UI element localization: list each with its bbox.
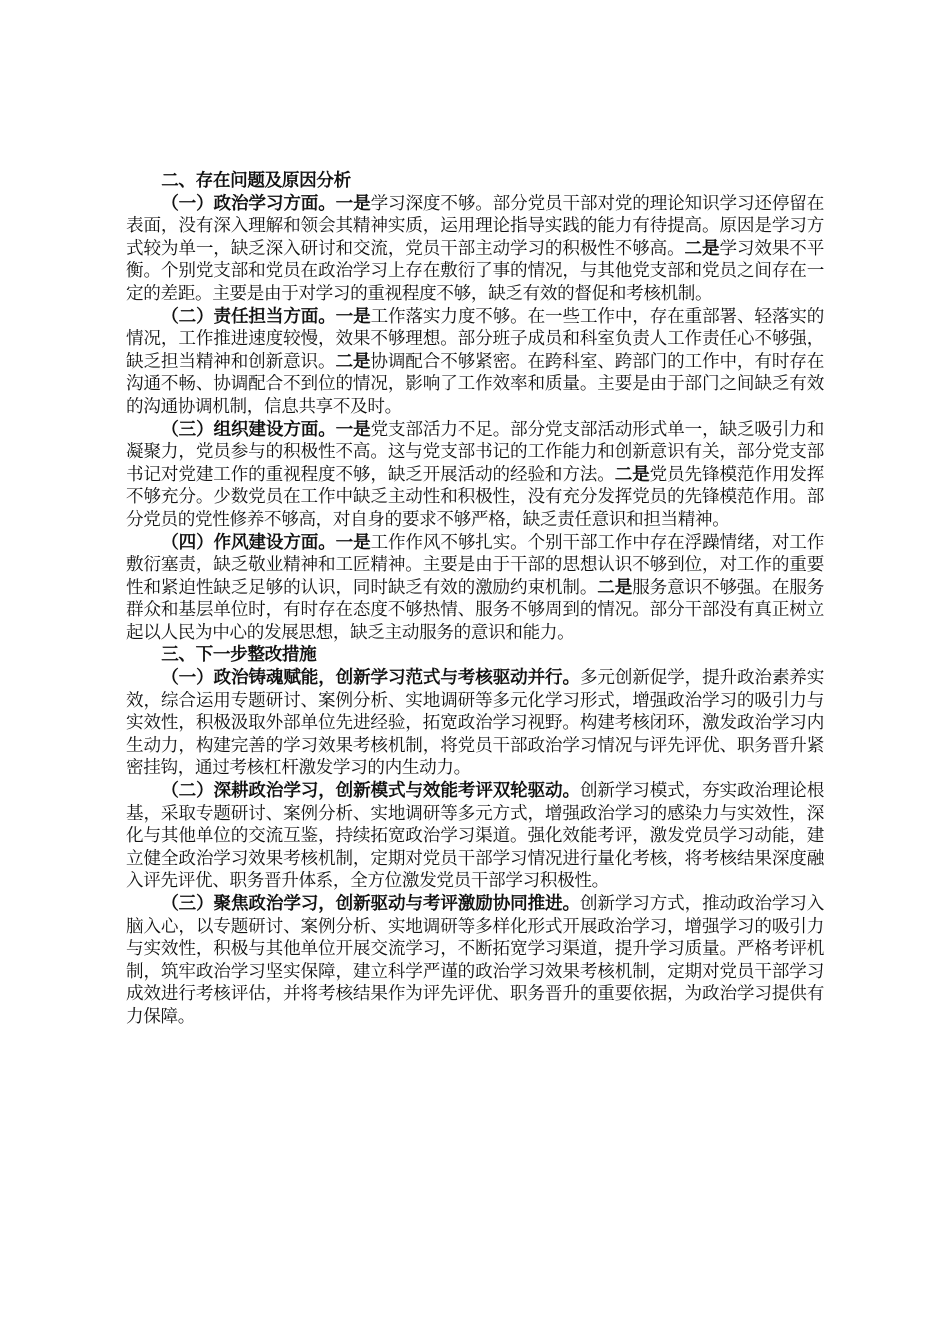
paragraph-text: 多元创新促学，提升政治素养实效，综合运用专题研讨、案例分析、实地调研等多元化学习形式，增强政治学习的吸引力与实效性，积极汲取外部单位先进经验，拓宽政治学习视野。构建考核闭环，激发政治学习内生动力，构建完善的学习效果考核机制，将党员干部政治学习情况与评先评优、职务晋升紧密挂钩，通过考核杠杆激发学习的内生动力。	[126, 668, 824, 779]
paragraph-text: 创新学习模式，夯实政治理论根基，采取专题研讨、案例分析、实地调研等多元方式，增强政治学习的感染力与实效性，深化与其他单位的交流互鉴，持续拓宽政治学习渠道。强化效能考评，激发党员学习动能，建立健全政治学习效果考核机制，定期对党员干部学习情况进行量化考核，将考核结果深度融入评先评优、职务晋升体系，全方位激发党员干部学习积极性。	[126, 781, 824, 892]
point-marker: 二是	[335, 350, 371, 372]
paragraph-work-style	[126, 532, 824, 645]
document-page	[126, 170, 824, 1029]
paragraph-lead: （四）作风建设方面。	[161, 531, 336, 553]
paragraph-text: 学习效果不平衡。个别党支部和党员在政治学习上存在敷衍了事的情况，与其他党支部和党员之间存在一定的差距。主要是由于对学习的重视程度不够，缺乏有效的督促和考核机制。	[126, 238, 824, 304]
point-marker: 一是	[335, 305, 371, 327]
paragraph-text: 党支部活力不足。部分党支部活动形式单一，缺乏吸引力和凝聚力，党员参与的积极性不高。这与党支部书记的工作能力和创新意识有关，部分党支部书记对党建工作的重视程度不够，缺乏开展活动的经验和方法。	[126, 419, 824, 485]
paragraph-text: 创新学习方式，推动政治学习入脑入心，以专题研讨、案例分析、实地调研等多样化形式开展政治学习，增强学习的吸引力与实效性，积极与其他单位开展交流学习，不断拓宽学习渠道，提升学习质量。严格考评机制，筑牢政治学习坚实保障，建立科学严谨的政治学习效果考核机制，定期对党员干部学习成效进行考核评估，并将考核结果作为评先评优、职务晋升的重要依据，为政治学习提供有力保障。	[126, 894, 824, 1027]
paragraph-measure-2	[126, 780, 824, 893]
paragraph-lead: （二）深耕政治学习，创新模式与效能考评双轮驱动。	[161, 780, 580, 802]
paragraph-measure-1	[126, 667, 824, 780]
point-marker: 二是	[614, 463, 650, 485]
point-marker: 一是	[335, 531, 371, 553]
paragraph-lead: （三）组织建设方面。	[161, 418, 336, 440]
paragraph-text: 工作落实力度不够。在一些工作中，存在重部署、轻落实的情况，工作推进速度较慢，效果不够理想。部分班子成员和科室负责人工作责任心不够强，缺乏担当精神和创新意识。	[126, 306, 824, 372]
paragraph-text: 工作作风不够扎实。个别干部工作中存在浮躁情绪，对工作敷衍塞责，缺乏敬业精神和工匠精神。主要是由于干部的思想认识不够到位，对工作的重要性和紧迫性缺乏足够的认识，同时缺乏有效的激励约束机制。	[126, 532, 824, 598]
paragraph-lead: （一）政治铸魂赋能，创新学习范式与考核驱动并行。	[161, 667, 580, 689]
paragraph-text: 学习深度不够。部分党员干部对党的理论知识学习还停留在表面，没有深入理解和领会其精神实质，运用理论指导实践的能力有待提高。原因是学习方式较为单一，缺乏深入研讨和交流，党员干部主动学习的积极性不够高。	[126, 193, 824, 259]
section-heading: 三、下一步整改措施	[161, 644, 317, 666]
point-marker: 二是	[597, 576, 633, 598]
paragraph-political-study	[126, 193, 824, 306]
point-marker: 一是	[335, 192, 371, 214]
section-heading: 二、存在问题及原因分析	[161, 170, 351, 191]
paragraph-lead: （二）责任担当方面。	[161, 305, 336, 327]
point-marker: 二是	[684, 237, 720, 259]
paragraph-lead: （三）聚焦政治学习，创新驱动与考评激励协同推进。	[161, 893, 580, 914]
paragraph-text: 协调配合不够紧密。在跨科室、跨部门的工作中，有时存在沟通不畅、协调配合不到位的情况，影响了工作效率和质量。主要是由于部门之间缺乏有效的沟通协调机制，信息共享不及时。	[126, 351, 824, 417]
point-marker: 一是	[335, 418, 371, 440]
paragraph-text: 服务意识不够强。在服务群众和基层单位时，有时存在态度不够热情、服务不够周到的情况。部分干部没有真正树立起以人民为中心的发展思想，缺乏主动服务的意识和能力。	[126, 577, 824, 643]
paragraph-organization	[126, 419, 824, 532]
paragraph-lead: （一）政治学习方面。	[161, 192, 336, 214]
paragraph-responsibility	[126, 306, 824, 419]
paragraph-measure-3	[126, 893, 824, 1029]
paragraph-text: 党员先锋模范作用发挥不够充分。少数党员在工作中缺乏主动性和积极性，没有充分发挥党员的先锋模范作用。部分党员的党性修养不够高，对自身的要求不够严格，缺乏责任意识和担当精神。	[126, 464, 824, 530]
